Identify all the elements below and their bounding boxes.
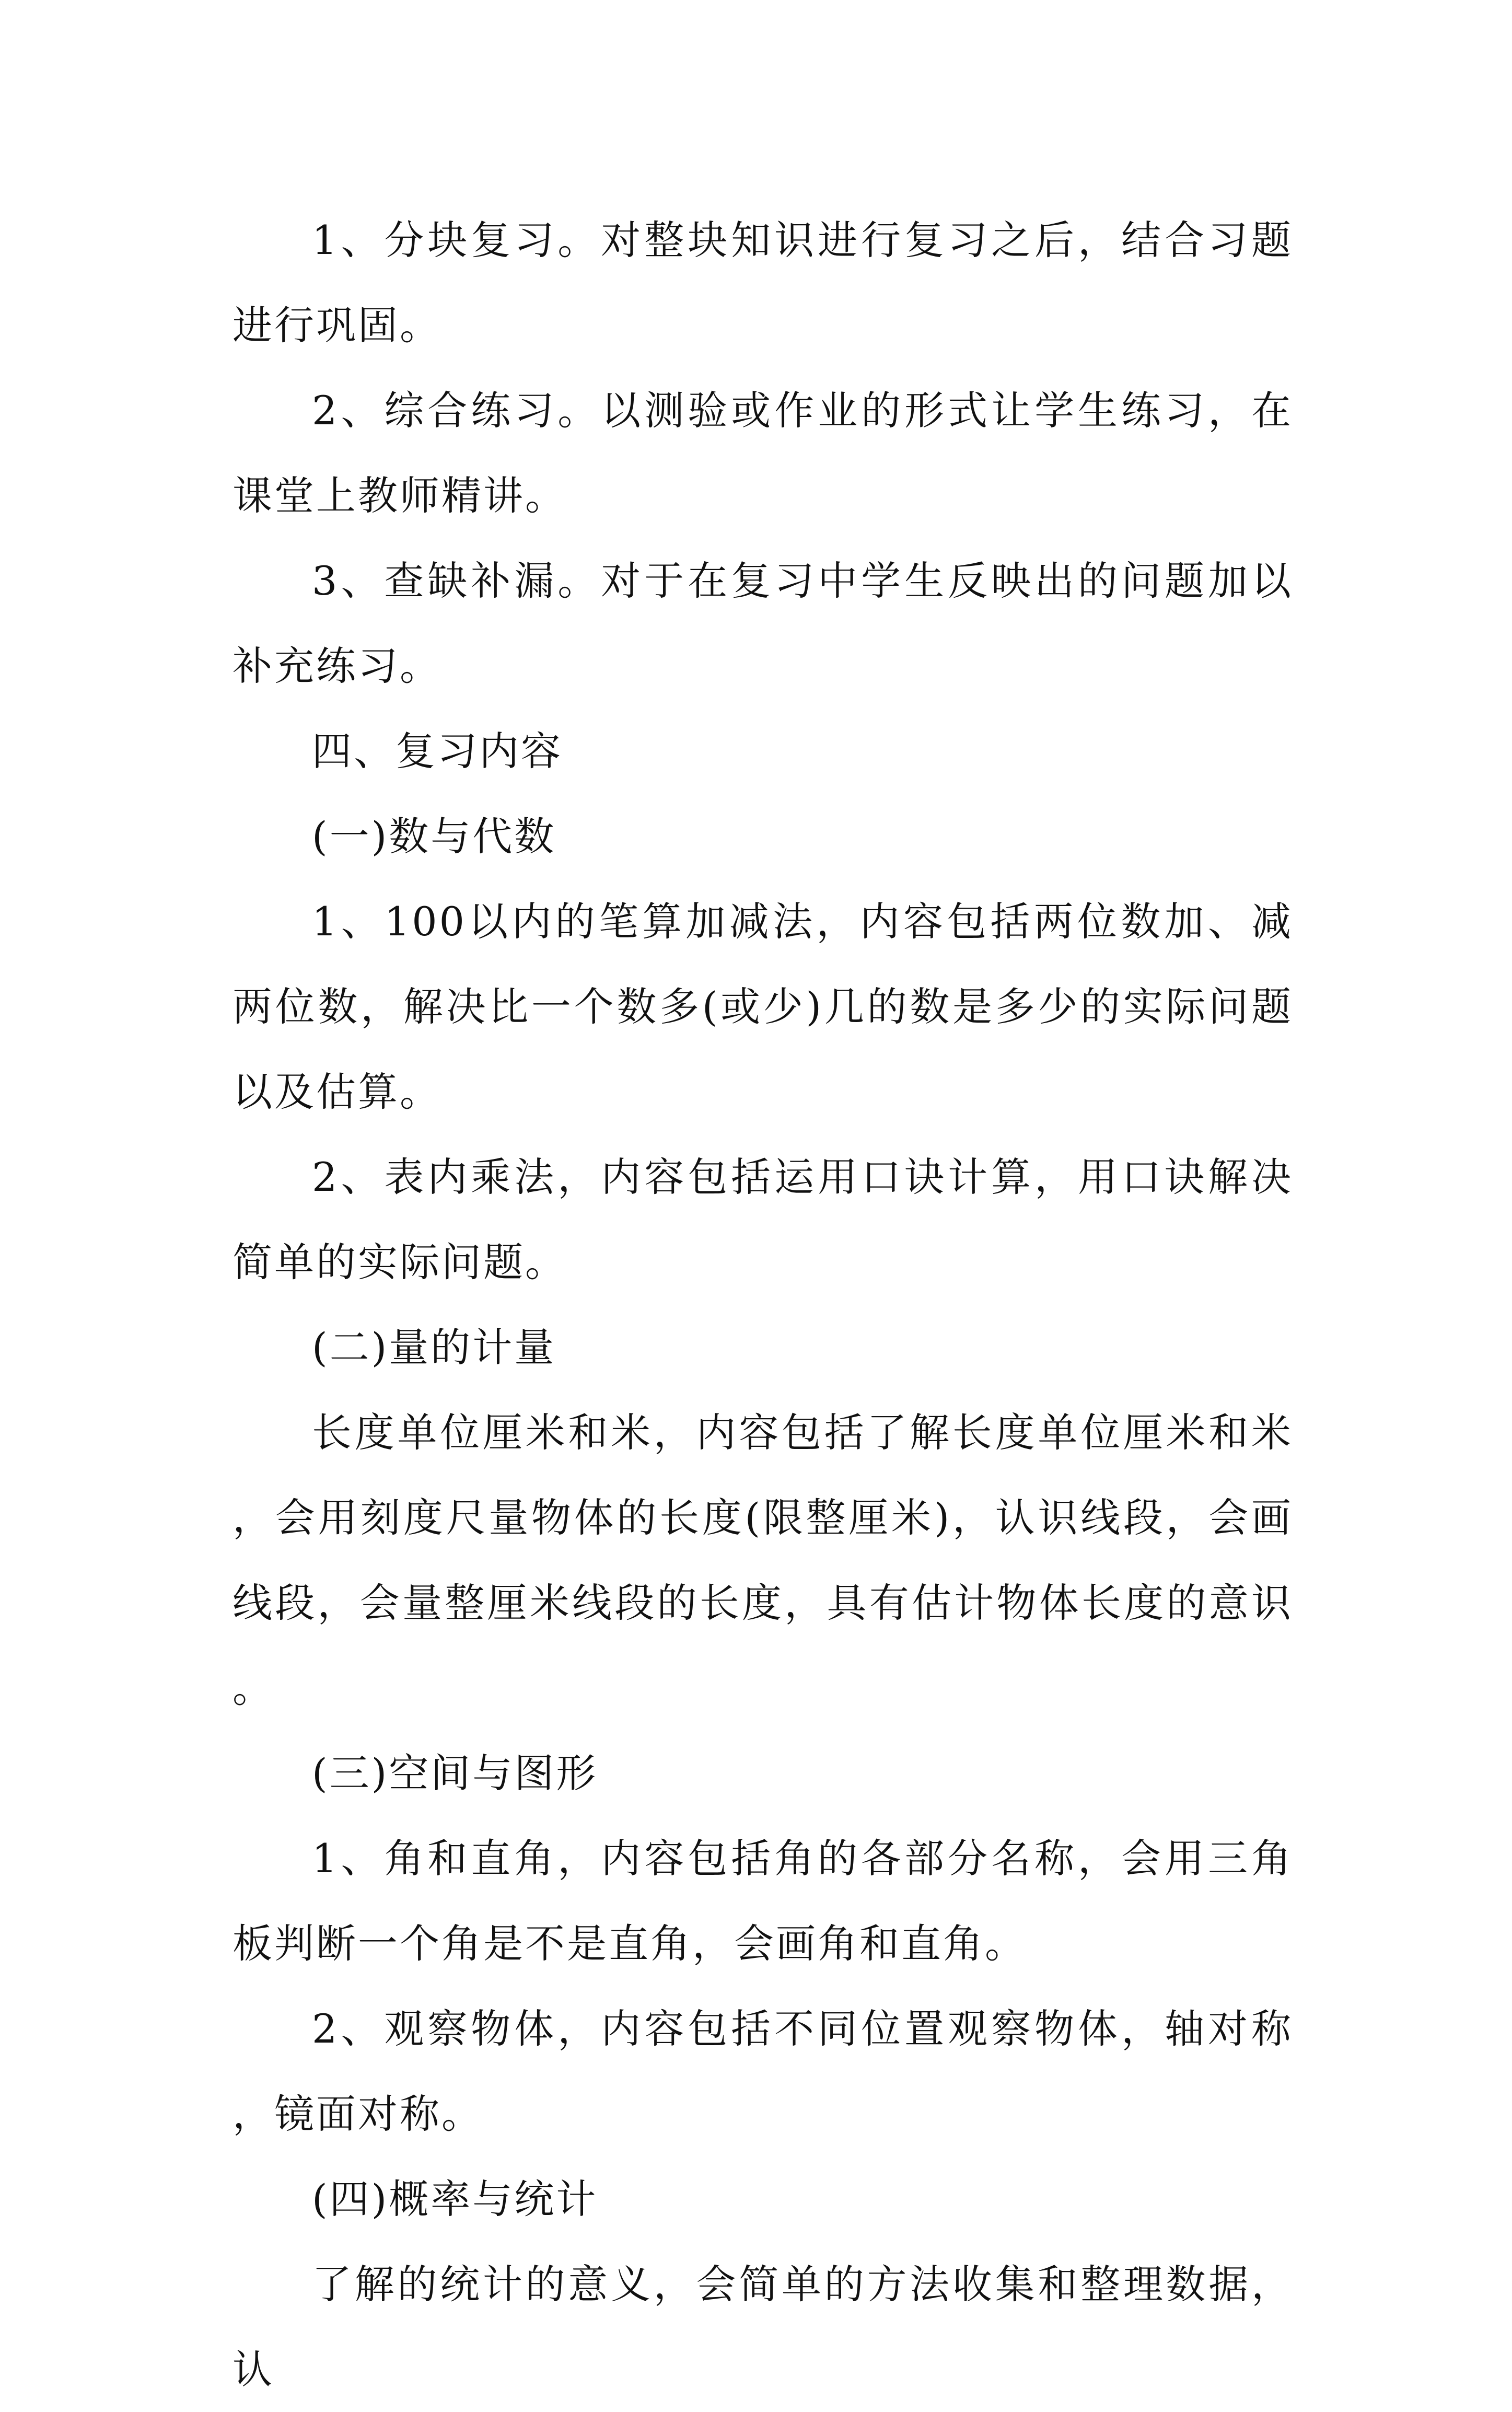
subsection-heading-probability-statistics: (四)概率与统计: [312, 2176, 598, 2222]
paragraph-length-units: 长度单位厘米和米，内容包括了解长度单位厘米和米，会用刻度尺量物体的长度(限整厘米)，认识线段，会画线段，会量整厘米线段的长度，具有估计物体长度的意识。: [232, 1409, 1293, 1711]
paragraph-observing-objects: 2、观察物体，内容包括不同位置观察物体，轴对称，镜面对称。: [232, 2005, 1293, 2137]
subsection-heading-space-shapes: (三)空间与图形: [312, 1750, 598, 1796]
subsection-heading-measurement: (二)量的计量: [312, 1324, 556, 1371]
paragraph-fill-gaps: 3、查缺补漏。对于在复习中学生反映出的问题加以补充练习。: [232, 558, 1293, 689]
document-body: [232, 198, 1293, 2412]
paragraph-multiplication-table: 2、表内乘法，内容包括运用口诀计算，用口诀解决简单的实际问题。: [232, 1154, 1293, 1285]
paragraph-review-by-block: 1、分块复习。对整块知识进行复习之后，结合习题进行巩固。: [232, 217, 1293, 349]
paragraph-statistics-meaning: 了解的统计的意义，会简单的方法收集和整理数据，认: [232, 2261, 1293, 2393]
paragraph-angles: 1、角和直角，内容包括角的各部分名称，会用三角板判断一个角是不是直角，会画角和直角。: [232, 1835, 1293, 1967]
subsection-heading-numbers-algebra: (一)数与代数: [312, 813, 556, 860]
paragraph-comprehensive-practice: 2、综合练习。以测验或作业的形式让学生练习，在课堂上教师精讲。: [232, 387, 1293, 519]
section-heading-review-content: 四、复习内容: [312, 728, 563, 774]
paragraph-written-addition-subtraction: 1、100以内的笔算加减法，内容包括两位数加、减两位数，解决比一个数多(或少)几的数是多少的实际问题以及估算。: [232, 898, 1293, 1115]
